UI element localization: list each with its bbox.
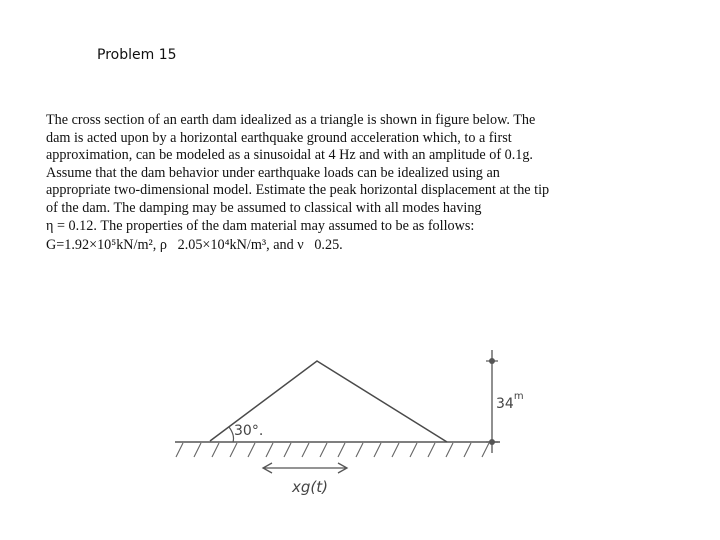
dimension-dot-top — [489, 358, 495, 364]
problem-line: η = 0.12. The properties of the dam material may assumed to be as follows: — [46, 217, 475, 234]
shear-modulus: G=1.92×10⁵kN/m², — [46, 237, 157, 254]
height-label: 34$^m$ — [496, 391, 524, 412]
excitation-label: xg(t) — [292, 478, 328, 496]
conjunction: , and — [266, 237, 294, 254]
angle-label: 30°. — [234, 423, 264, 439]
dam-figure — [155, 305, 540, 505]
slide-title: Problem 15 — [97, 47, 177, 63]
problem-line: Assume that the dam behavior under earthquake loads can be idealized using an — [46, 164, 500, 181]
angle-arc — [229, 427, 234, 442]
poisson-ratio: ν 0.25. — [297, 237, 343, 254]
problem-line: The cross section of an earth dam idealized as a triangle is shown in figure below. The — [46, 112, 536, 128]
problem-line: dam is acted upon by a horizontal earthquake ground acceleration which, to a first — [46, 129, 512, 146]
problem-line: approximation, can be modeled as a sinusoidal at 4 Hz and with an amplitude of 0.1g. — [46, 147, 533, 164]
problem-line: appropriate two-dimensional model. Estimate the peak horizontal displacement at the tip — [46, 182, 550, 199]
dimension-dot-bottom — [489, 439, 495, 445]
ground-hatching — [176, 443, 489, 457]
problem-statement — [46, 112, 656, 255]
unit-weight: ρ 2.05×10⁴kN/m³ — [159, 237, 267, 254]
height-unit: m — [513, 391, 524, 402]
material-properties — [46, 237, 656, 255]
problem-line: of the dam. The damping may be assumed to classical with all modes having — [46, 199, 482, 216]
